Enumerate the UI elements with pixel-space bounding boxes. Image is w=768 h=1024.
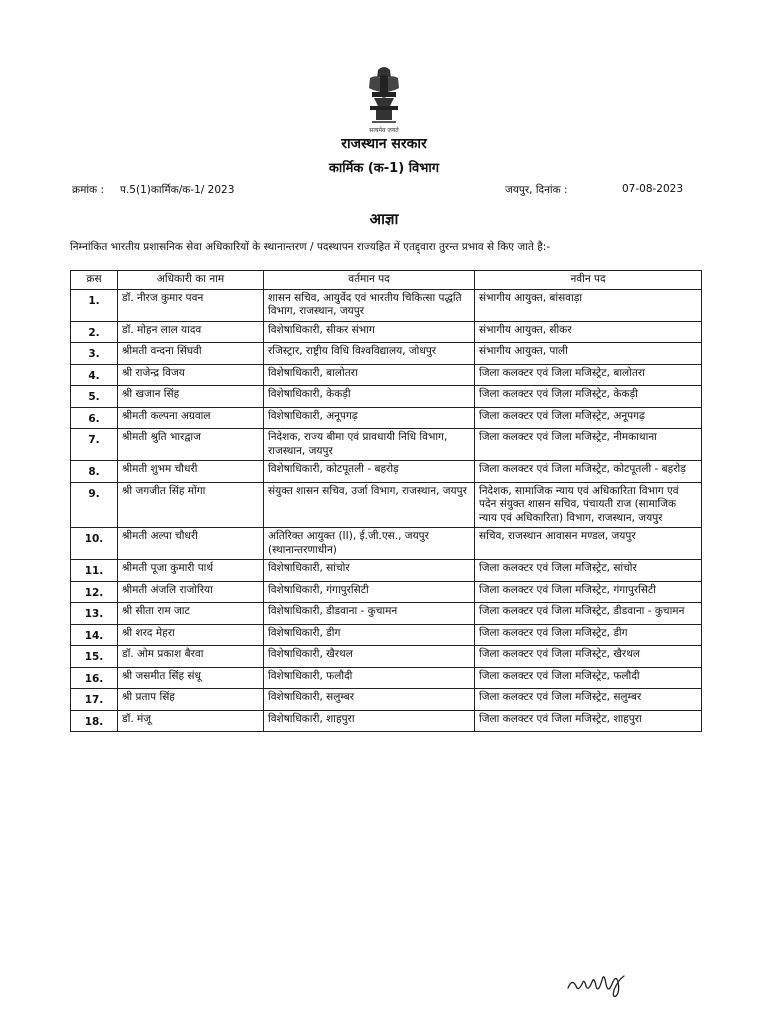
new-post: जिला कलक्टर एवं जिला मजिस्ट्रेट, नीमकाथाना bbox=[475, 429, 702, 461]
current-post: संयुक्त शासन सचिव, उर्जा विभाग, राजस्थान, जयपुर bbox=[264, 482, 475, 528]
current-post: विशेषाधिकारी, डीग bbox=[264, 624, 475, 646]
table-row bbox=[71, 429, 702, 461]
table-row bbox=[71, 289, 702, 321]
table-row bbox=[71, 528, 702, 560]
new-post: जिला कलक्टर एवं जिला मजिस्ट्रेट, कोटपूतली - बहरोड़ bbox=[475, 461, 702, 483]
header-new-post: नवीन पद bbox=[475, 271, 702, 290]
table-row bbox=[71, 581, 702, 603]
new-post: संभागीय आयुक्त, बांसवाड़ा bbox=[475, 289, 702, 321]
officer-name: श्रीमती शुभम चौधरी bbox=[118, 461, 264, 483]
serial-number: 4. bbox=[71, 364, 118, 386]
table-row bbox=[71, 646, 702, 668]
officer-name: श्रीमती पूजा कुमारी पार्थ bbox=[118, 560, 264, 582]
table-row bbox=[71, 364, 702, 386]
new-post: जिला कलक्टर एवं जिला मजिस्ट्रेट, डीग bbox=[475, 624, 702, 646]
reference-label: क्रमांक : bbox=[72, 184, 105, 196]
table-row bbox=[71, 321, 702, 343]
svg-text:सत्यमेव जयते: सत्यमेव जयते bbox=[369, 127, 399, 134]
officer-name: श्रीमती अल्पा चौधरी bbox=[118, 528, 264, 560]
serial-number: 7. bbox=[71, 429, 118, 461]
new-post: जिला कलक्टर एवं जिला मजिस्ट्रेट, डीडवाना - कुचामन bbox=[475, 603, 702, 625]
current-post: विशेषाधिकारी, कोटपूतली - बहरोड़ bbox=[264, 461, 475, 483]
officer-name: श्री शरद मेहरा bbox=[118, 624, 264, 646]
serial-number: 2. bbox=[71, 321, 118, 343]
table-row bbox=[71, 624, 702, 646]
current-post: विशेषाधिकारी, गंगापुरसिटी bbox=[264, 581, 475, 603]
officer-name: डॉ. मोहन लाल यादव bbox=[118, 321, 264, 343]
officer-name: श्री जगजीत सिंह मोंगा bbox=[118, 482, 264, 528]
serial-number: 3. bbox=[71, 343, 118, 365]
officer-name: श्री खजान सिंह bbox=[118, 386, 264, 408]
table-row bbox=[71, 343, 702, 365]
current-post: रजिस्ट्रार, राष्ट्रीय विधि विश्वविद्यालय, जोधपुर bbox=[264, 343, 475, 365]
new-post: जिला कलक्टर एवं जिला मजिस्ट्रेट, फलौदी bbox=[475, 667, 702, 689]
table-row bbox=[71, 710, 702, 732]
table-row bbox=[71, 407, 702, 429]
serial-number: 1. bbox=[71, 289, 118, 321]
new-post: जिला कलक्टर एवं जिला मजिस्ट्रेट, गंगापुरसिटी bbox=[475, 581, 702, 603]
serial-number: 17. bbox=[71, 689, 118, 711]
new-post: जिला कलक्टर एवं जिला मजिस्ट्रेट, खैरथल bbox=[475, 646, 702, 668]
current-post: विशेषाधिकारी, शाहपुरा bbox=[264, 710, 475, 732]
header-serial: क्रस bbox=[71, 271, 118, 290]
current-post: विशेषाधिकारी, डीडवाना - कुचामन bbox=[264, 603, 475, 625]
new-post: जिला कलक्टर एवं जिला मजिस्ट्रेट, बालोतरा bbox=[475, 364, 702, 386]
serial-number: 16. bbox=[71, 667, 118, 689]
officer-name: डॉ. मंजू bbox=[118, 710, 264, 732]
serial-number: 6. bbox=[71, 407, 118, 429]
serial-number: 11. bbox=[71, 560, 118, 582]
new-post: सचिव, राजस्थान आवासन मण्डल, जयपुर bbox=[475, 528, 702, 560]
serial-number: 13. bbox=[71, 603, 118, 625]
current-post: शासन सचिव, आयुर्वेद एवं भारतीय चिकित्सा पद्धति विभाग, राजस्थान, जयपुर bbox=[264, 289, 475, 321]
place-date-label: जयपुर, दिनांक : bbox=[505, 184, 568, 196]
table-row bbox=[71, 482, 702, 528]
table-row bbox=[71, 689, 702, 711]
officer-name: श्रीमती अंजलि राजोरिया bbox=[118, 581, 264, 603]
current-post: विशेषाधिकारी, फलौदी bbox=[264, 667, 475, 689]
serial-number: 10. bbox=[71, 528, 118, 560]
current-post: विशेषाधिकारी, सीकर संभाग bbox=[264, 321, 475, 343]
officer-name: श्रीमती वन्दना सिंघवी bbox=[118, 343, 264, 365]
current-post: विशेषाधिकारी, सलुम्बर bbox=[264, 689, 475, 711]
current-post: विशेषाधिकारी, खैरथल bbox=[264, 646, 475, 668]
serial-number: 9. bbox=[71, 482, 118, 528]
new-post: जिला कलक्टर एवं जिला मजिस्ट्रेट, अनूपगढ़ bbox=[475, 407, 702, 429]
new-post: जिला कलक्टर एवं जिला मजिस्ट्रेट, सांचोर bbox=[475, 560, 702, 582]
header-officer-name: अधिकारी का नाम bbox=[118, 271, 264, 290]
current-post: विशेषाधिकारी, केकड़ी bbox=[264, 386, 475, 408]
department-title: कार्मिक (क-1) विभाग bbox=[328, 161, 440, 176]
new-post: निदेशक, सामाजिक न्याय एवं अधिकारिता विभाग एवं पदेन संयुक्त शासन सचिव, पंचायती राज (सामाजिक न्याय एवं अधिकारिता) विभाग, राजस्थान, जयपुर bbox=[475, 482, 702, 528]
officer-name: श्री जसमीत सिंह संधू bbox=[118, 667, 264, 689]
officer-name: श्री प्रताप सिंह bbox=[118, 689, 264, 711]
serial-number: 8. bbox=[71, 461, 118, 483]
officer-name: श्री राजेन्द्र विजय bbox=[118, 364, 264, 386]
state-government-title: राजस्थान सरकार bbox=[341, 136, 427, 152]
new-post: जिला कलक्टर एवं जिला मजिस्ट्रेट, शाहपुरा bbox=[475, 710, 702, 732]
current-post: अतिरिक्त आयुक्त (II), ई.जी.एस., जयपुर (स्थानान्तरणाधीन) bbox=[264, 528, 475, 560]
table-row bbox=[71, 667, 702, 689]
table-row bbox=[71, 603, 702, 625]
officer-name: श्रीमती कल्पना अग्रवाल bbox=[118, 407, 264, 429]
transfer-table bbox=[70, 270, 702, 732]
serial-number: 5. bbox=[71, 386, 118, 408]
table-row bbox=[71, 386, 702, 408]
order-title: आज्ञा bbox=[369, 210, 399, 228]
order-intro: निम्नांकित भारतीय प्रशासनिक सेवा अधिकारियों के स्थानान्तरण / पदस्थापन राज्यहित में एतद्द्वारा तुरन्त प्रभाव से किए जाते है:- bbox=[70, 241, 551, 253]
serial-number: 18. bbox=[71, 710, 118, 732]
order-date: 07-08-2023 bbox=[622, 183, 684, 195]
new-post: जिला कलक्टर एवं जिला मजिस्ट्रेट, सलुम्बर bbox=[475, 689, 702, 711]
serial-number: 15. bbox=[71, 646, 118, 668]
table-header-row bbox=[71, 271, 702, 290]
handwritten-signature-icon bbox=[566, 966, 628, 1000]
officer-name: श्रीमती श्रुति भारद्वाज bbox=[118, 429, 264, 461]
new-post: संभागीय आयुक्त, पाली bbox=[475, 343, 702, 365]
current-post: विशेषाधिकारी, अनूपगढ़ bbox=[264, 407, 475, 429]
officer-name: डॉ. नीरज कुमार पवन bbox=[118, 289, 264, 321]
new-post: संभागीय आयुक्त, सीकर bbox=[475, 321, 702, 343]
table-row bbox=[71, 560, 702, 582]
serial-number: 12. bbox=[71, 581, 118, 603]
serial-number: 14. bbox=[71, 624, 118, 646]
officer-name: श्री सीता राम जाट bbox=[118, 603, 264, 625]
table-row bbox=[71, 461, 702, 483]
current-post: विशेषाधिकारी, सांचोर bbox=[264, 560, 475, 582]
ashoka-emblem-icon bbox=[358, 64, 410, 136]
new-post: जिला कलक्टर एवं जिला मजिस्ट्रेट, केकड़ी bbox=[475, 386, 702, 408]
officer-name: डॉ. ओम प्रकाश बैरवा bbox=[118, 646, 264, 668]
current-post: विशेषाधिकारी, बालोतरा bbox=[264, 364, 475, 386]
reference-number: प.5(1)कार्मिक/क-1/ 2023 bbox=[120, 184, 235, 196]
header-current-post: वर्तमान पद bbox=[264, 271, 475, 290]
current-post: निदेशक, राज्य बीमा एवं प्रावधायी निधि विभाग, राजस्थान, जयपुर bbox=[264, 429, 475, 461]
